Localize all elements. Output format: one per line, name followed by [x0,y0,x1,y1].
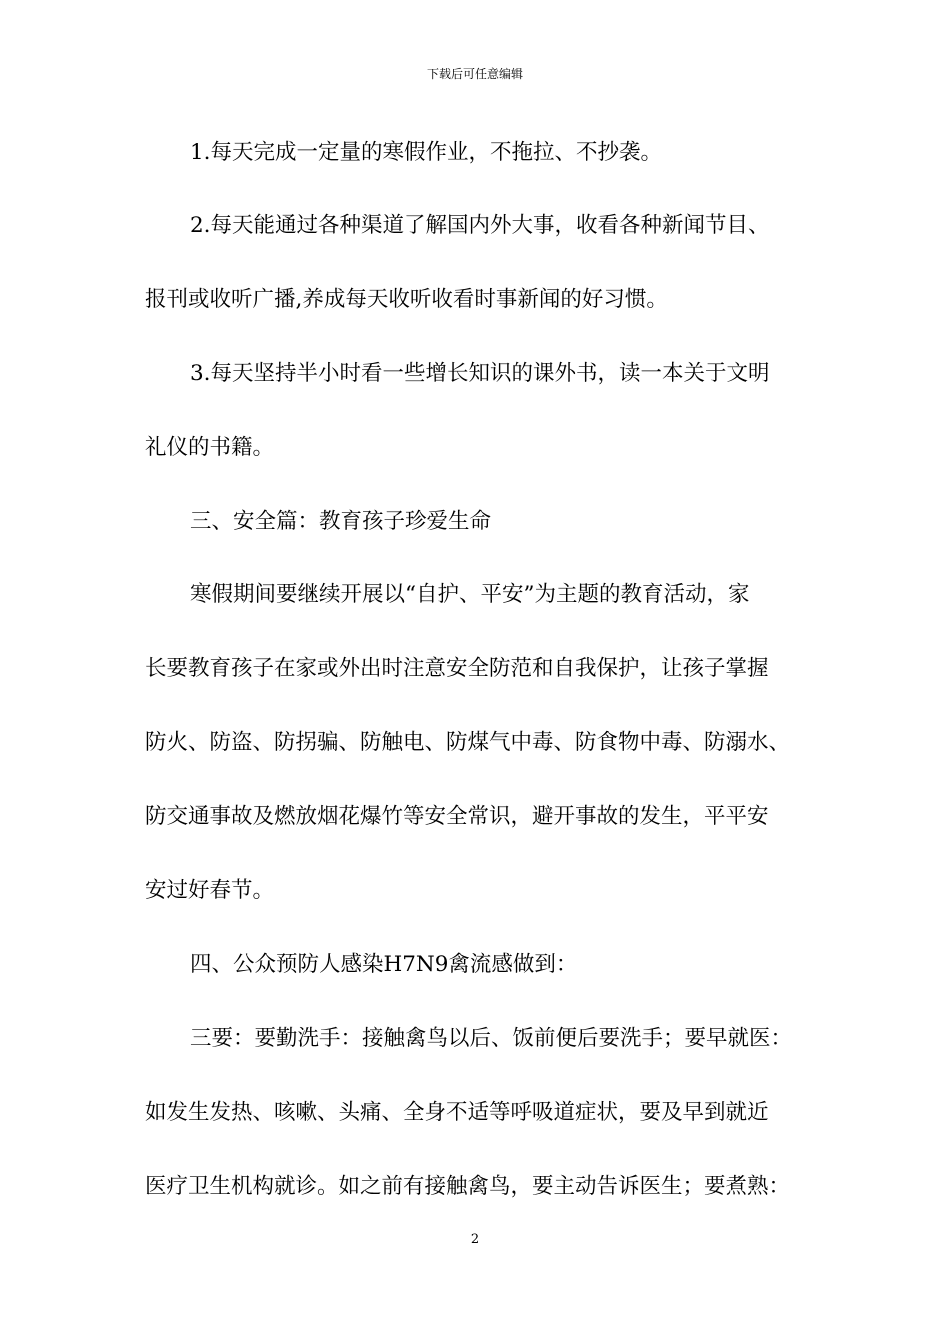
text-line-3: 报刊或收听广播,养成每天收听收看时事新闻的好习惯。 [145,287,668,312]
text-line-8: 长要教育孩子在家或外出时注意安全防范和自我保护，让孩子掌握 [145,656,769,681]
section-heading-safety: 三、安全篇：教育孩子珍爱生命 [190,509,492,534]
text-line-13: 三要：要勤洗手：接触禽鸟以后、饭前便后要洗手；要早就医： [190,1026,793,1051]
text-line-2: 2.每天能通过各种渠道了解国内外大事，收看各种新闻节目、 [190,213,770,238]
text-line-10: 防交通事故及燃放烟花爆竹等安全常识，避开事故的发生，平平安 [145,804,769,829]
page-header: 下载后可任意编辑 [426,67,523,81]
text-line-15: 医疗卫生机构就诊。如之前有接触禽鸟，要主动告诉医生；要煮熟： [145,1174,791,1199]
text-line-7: 寒假期间要继续开展以“自护、平安”为主题的教育活动，家 [190,582,750,607]
text-line-5: 礼仪的书籍。 [145,435,275,460]
text-line-4: 3.每天坚持半小时看一些增长知识的课外书，读一本关于文明 [190,361,770,386]
text-line-9: 防火、防盗、防拐骗、防触电、防煤气中毒、防食物中毒、防溺水、 [145,730,791,755]
text-line-14: 如发生发热、咳嗽、头痛、全身不适等呼吸道症状，要及早到就近 [145,1100,769,1125]
text-line-11: 安过好春节。 [145,878,275,903]
text-line-1: 1.每天完成一定量的寒假作业，不拖拉、不抄袭。 [190,140,663,165]
page-number: 2 [470,1232,480,1247]
section-heading-h7n9: 四、公众预防人感染H7N9禽流感做到： [190,952,578,977]
